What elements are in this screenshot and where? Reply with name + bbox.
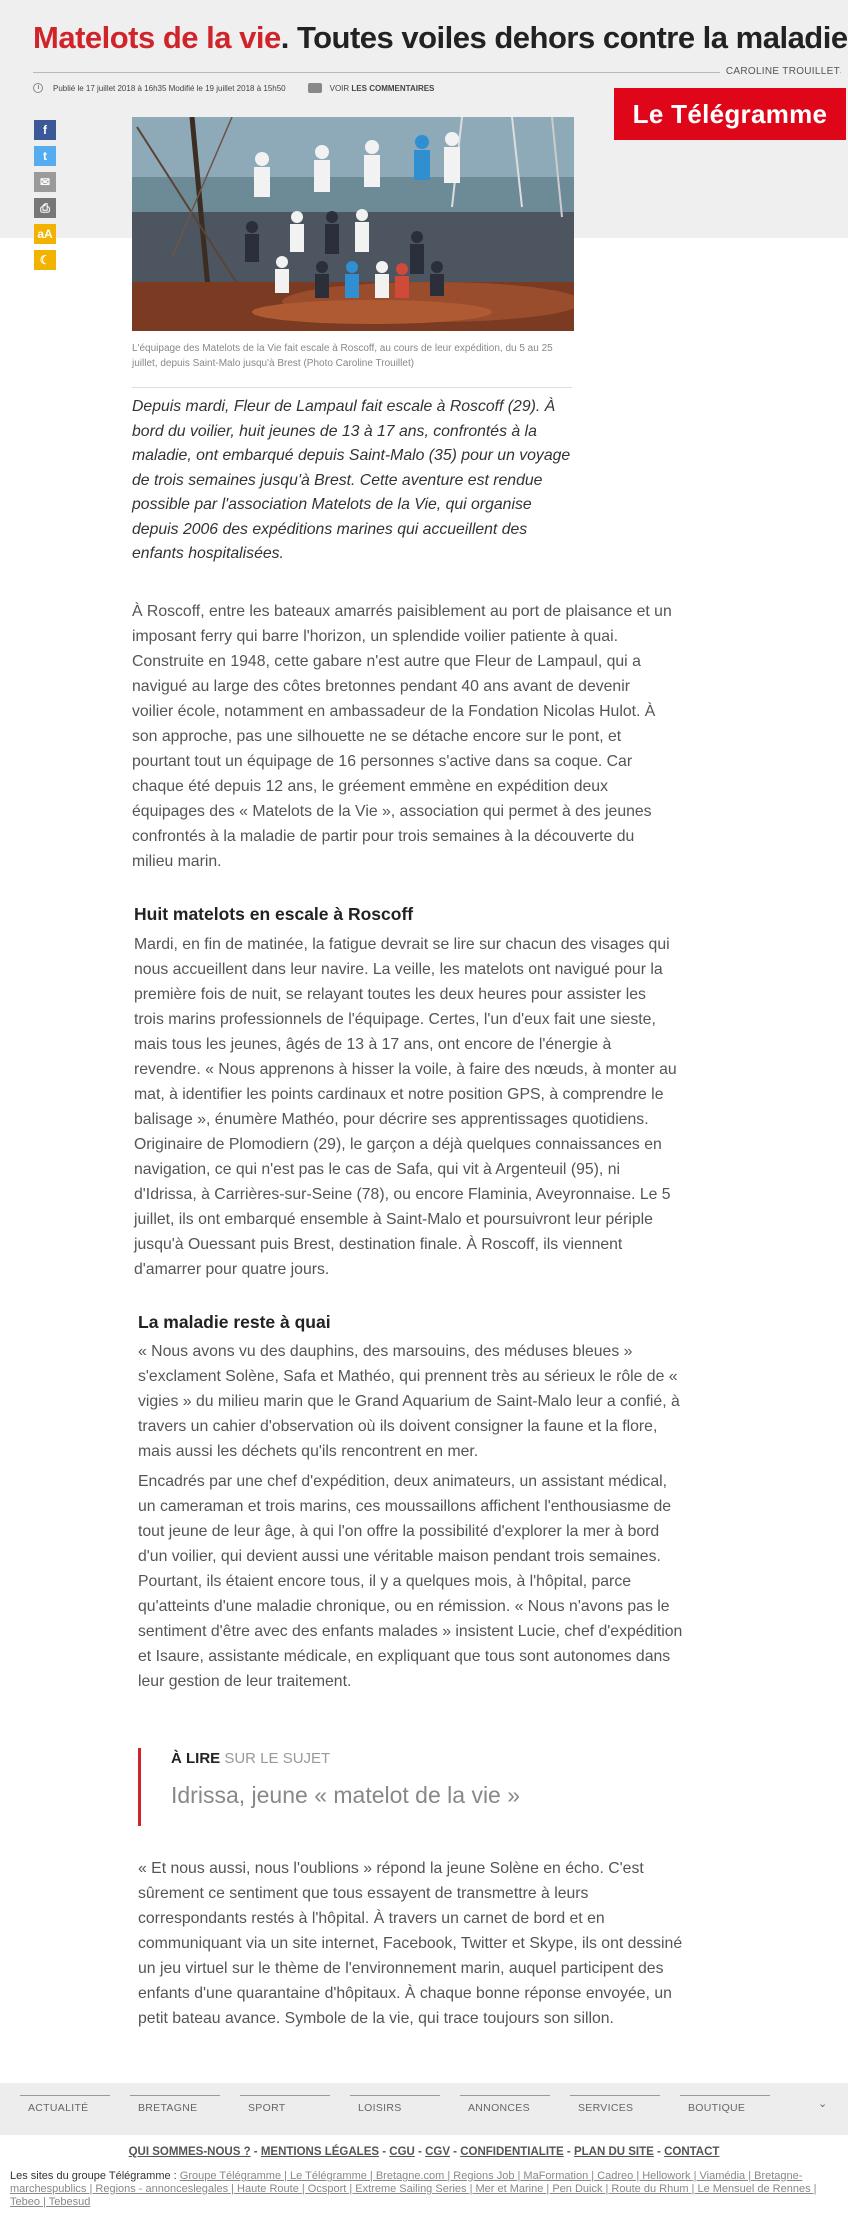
article-title [33,20,848,56]
footer-nav-item[interactable]: BRETAGNE [138,2102,198,2114]
chevron-down-icon[interactable]: ⌄ [818,2098,828,2110]
twitter-glyph: t [43,149,47,163]
legal-link[interactable]: QUI SOMMES-NOUS ? [128,2146,251,2158]
section-heading: La maladie reste à quai [138,1312,331,1332]
nav-underline [240,2095,330,2096]
nav-underline [570,2095,660,2096]
article-lead: Depuis mardi, Fleur de Lampaul fait escale à Roscoff (29). À bord du voilier, huit jeunes de 13 à 17 ans, confrontés à la maladie, ont embarqué depuis Saint-Malo (35) pour un voyage de trois semaines jusqu'à Brest. Cette aventure est rendue possible par l'association Matelots de la Vie, qui organise depuis 2006 des expéditions marines qui accueillent des enfants hospitalisées. [132,398,571,562]
section-heading: Huit matelots en escale à Roscoff [134,904,414,924]
twitter-icon[interactable] [34,146,56,166]
footer-nav-item[interactable]: ACTUALITÉ [28,2102,89,2114]
email-glyph: ✉ [39,175,51,189]
article-paragraph: À Roscoff, entre les bateaux amarrés paisiblement au port de plaisance et un imposant ferry qui barre l'horizon, un splendide voilier patiente à quai. Construite en 1948, cette gabare n'est autre que Fleur de Lampaul, qui a navigué au large des côtes bretonnes pendant 40 ans avant de devenir voilier école, notamment en ambassadeur de la Fondation Nicolas Hulot. À son approche, pas une silhouette ne se détache encore sur le pont, et pourtant tout un équipage de 16 personnes s'active dans sa coque. Car chaque été depuis 12 ans, le gréement emmène en expédition deux équipages des « Matelots de la Vie », association qui permet à des jeunes confrontés à la maladie de partir pour trois semaines à la découverte du milieu marin. [132,603,672,870]
footer-nav-item[interactable]: LOISIRS [358,2102,402,2114]
crew-boat-photo [132,117,574,331]
clock-icon [33,83,43,93]
font-size-icon[interactable] [34,224,56,244]
legal-link[interactable]: CONTACT [664,2146,720,2158]
share-bar [34,120,56,276]
article-paragraph: « Et nous aussi, nous l'oublions » répond la jeune Solène en écho. C'est sûrement ce sentiment que tous essayent de transmettre à leurs correspondants restés à l'hôpital. À travers un carnet de bord et en communiquant via un site internet, Facebook, Twitter et Skype, ils ont dessiné un jeu virtuel sur le thème de l'environnement marin, auquel participent des enfants d'une quarantaine d'hôpitaux. À chaque bonne réponse envoyée, un petit bateau avance. Symbole de la vie, qui trace toujours son sillon. [138,1860,683,2027]
footer-nav [0,2083,848,2135]
nav-underline [350,2095,440,2096]
footer-nav-item[interactable]: ANNONCES [468,2102,530,2114]
title-rest: . Toutes voiles dehors contre la maladie [280,20,848,55]
comments-link[interactable] [330,84,435,93]
facebook-icon[interactable] [34,120,56,140]
footer-nav-item[interactable]: SERVICES [578,2102,634,2114]
read-more-label [171,1750,330,1767]
group-sites [10,2170,842,2209]
group-sites-links[interactable]: Groupe Télégramme | Le Télégramme | Bretagne.com | Regions Job | MaFormation | Cadreo | Hellowork | Viamédia | Bretagne-marchespublics | Regions - annonceslegales | Haute Route | Ocsport | Extreme Sailing Series | Mer et Marine | Pen Duick | Route du Rhum | Le Mensuel de Rennes | Tebeo | Tebesud [10,2170,817,2208]
read-more-link[interactable]: Idrissa, jeune « matelot de la vie » [171,1782,521,1808]
group-sites-label: Les sites du groupe Télégramme : [10,2170,177,2182]
author-name[interactable]: CAROLINE TROUILLET [720,66,840,77]
photo-caption: L'équipage des Matelots de la Vie fait escale à Roscoff, au cours de leur expédition, du 5 au 25 juillet, depuis Saint-Malo jusqu'à Brest (Photo Caroline Trouillet) [132,343,553,369]
read-more-rest: SUR LE SUJET [220,1750,331,1767]
article-paragraph: « Nous avons vu des dauphins, des marsouins, des méduses bleues » s'exclament Solène, Safa et Mathéo, qui prennent très au sérieux le rôle de « vigies » du milieu marin que le Grand Aquarium de Saint-Malo leur a confié, à travers un cahier d'observation où ils doivent consigner la faune et la flore, mais aussi les déchets qu'ils rencontrent en mer. [138,1343,680,1460]
legal-link[interactable]: CGV [425,2146,450,2158]
footer-nav-item[interactable]: BOUTIQUE [688,2102,746,2114]
email-icon[interactable] [34,172,56,192]
nav-underline [460,2095,550,2096]
nav-underline [130,2095,220,2096]
legal-link[interactable]: MENTIONS LÉGALES [260,2146,380,2158]
publish-dates: Publié le 17 juillet 2018 à 16h35 Modifié le 19 juillet 2018 à 15h50 [53,83,286,93]
legal-link[interactable]: CGU [389,2146,415,2158]
brand-logo[interactable]: Le Télégramme [614,88,846,140]
article-photo[interactable] [132,117,574,331]
read-more-bold: À LIRE [171,1750,221,1767]
print-icon[interactable] [34,198,56,218]
print-glyph: ⎙ [40,200,50,215]
legal-links: QUI SOMMES-NOUS ? - MENTIONS LÉGALES - CGU - CGV - CONFIDENTIALITE - PLAN DU SITE - CONTACT [128,2146,720,2158]
nav-underline [20,2095,110,2096]
comments-prefix: VOIR [329,83,350,93]
title-highlight: Matelots de la vie [33,20,281,55]
legal-link[interactable]: PLAN DU SITE [573,2146,654,2158]
lead-container [132,387,572,567]
article-paragraph: Mardi, en fin de matinée, la fatigue devrait se lire sur chacun des visages qui nous accueillent dans leur navire. La veille, les matelots ont navigué pour la première fois de nuit, se relayant toutes les deux heures pour assister les trois marins professionnels de l'équipage. Certes, l'un d'eux fait une sieste, mais tous les jeunes, âgés de 13 à 17 ans, ont encore de l'énergie à revendre. « Nous apprenons à hisser la voile, à faire des nœuds, à monter au mat, à identifier les points cardinaux et notre position GPS, à comprendre le balisage », énumère Mathéo, pour décrire ses apprentissages quotidiens. Originaire de Plomodiern (29), le garçon a déjà quelques connaissances en navigation, ce qui n'est pas le cas de Safa, qui vit à Argenteuil (95), ni d'Idrissa, à Carrières-sur-Seine (78), ou encore Flaminia, Aveyronnaise. Le 5 juillet, ils ont embarqué ensemble à Saint-Malo et poursuivront leur périple jusqu'à Ouessant puis Brest, destination finale. À Roscoff, ils viennent d'amarrer pour quatre jours. [134,936,677,1278]
article-paragraph: Encadrés par une chef d'expédition, deux animateurs, un assistant médical, un cameraman et trois marins, ces moussaillons affichent l'enthousiasme de tout jeune de leur âge, à qui l'on offre la possibilité d'explorer la mer à bord d'un voilier, qui devient aussi une véritable maison pendant trois semaines. Pourtant, ils étaient encore tous, il y a quelques mois, à l'hôpital, parce qu'atteints d'une maladie chronique, ou en rémission. « Nous n'avons pas le sentiment d'être avec des enfants malades » insistent Lucie, chef d'expédition et Isaure, assistante médicale, en expliquant que tous sont autonomes dans leur gestion de leur traitement. [138,1473,683,1690]
comment-icon [308,83,322,93]
night-mode-icon[interactable] [34,250,56,270]
comments-label: LES COMMENTAIRES [351,83,435,93]
footer-nav-item[interactable]: SPORT [248,2102,286,2114]
font-size-glyph: aA [37,227,53,241]
read-more-box [138,1748,678,1826]
article-meta [33,83,434,93]
facebook-glyph: f [43,123,47,137]
nav-underline [680,2095,770,2096]
night-mode-glyph: ☾ [39,253,51,267]
legal-link[interactable]: CONFIDENTIALITE [460,2146,564,2158]
